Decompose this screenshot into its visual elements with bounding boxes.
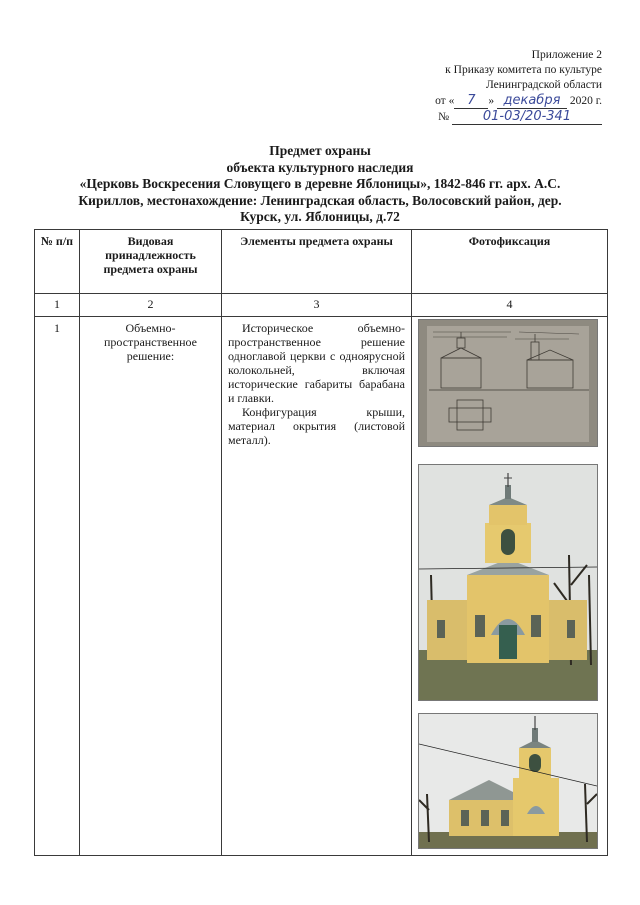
annex-block bbox=[362, 48, 602, 125]
title-line-3: «Церковь Воскресения Словущего в деревне Яблоницы», 1842-846 гг. арх. А.С. bbox=[79, 176, 561, 191]
title-line-2: объекта культурного наследия bbox=[226, 159, 414, 175]
row-category: Объемно-пространственное решение: bbox=[80, 317, 222, 856]
title-line-5: Курск, ул. Яблоницы, д.72 bbox=[240, 209, 400, 224]
annex-line-2: к Приказу комитета по культуре bbox=[445, 64, 602, 76]
description-paragraph-2: Конфигурация крыши, материал окрытия (листовой металл). bbox=[228, 405, 405, 447]
church-side-photo bbox=[418, 713, 598, 849]
protection-table bbox=[34, 229, 608, 856]
date-month: декабря bbox=[497, 93, 567, 109]
col-num-1: 1 bbox=[35, 294, 80, 317]
annex-line-3: Ленинградской области bbox=[485, 79, 602, 91]
date-mid: » bbox=[488, 95, 495, 107]
title-line-4: Кириллов, местонахождение: Ленинградская область, Волосовский район, дер. bbox=[78, 192, 562, 208]
row-photos bbox=[412, 317, 608, 856]
column-number-row bbox=[35, 294, 608, 317]
col-num-2: 2 bbox=[80, 294, 222, 317]
church-front-photo bbox=[418, 464, 598, 701]
annex-line-1: Приложение 2 bbox=[531, 49, 602, 61]
document-title bbox=[28, 143, 612, 226]
header-photos: Фотофиксация bbox=[412, 230, 608, 294]
header-number: № п/п bbox=[35, 230, 80, 294]
header-elements: Элементы предмета охраны bbox=[222, 230, 412, 294]
historical-drawing-photo bbox=[418, 319, 598, 447]
date-year: 2020 г. bbox=[569, 95, 602, 107]
table-row bbox=[35, 317, 608, 856]
row-number: 1 bbox=[35, 317, 80, 856]
col-num-4: 4 bbox=[412, 294, 608, 317]
col-num-3: 3 bbox=[222, 294, 412, 317]
title-line-1: Предмет охраны bbox=[269, 143, 371, 158]
number-value: 01-03/20-341 bbox=[452, 109, 602, 125]
date-day: 7 bbox=[454, 93, 488, 109]
description-paragraph-1: Историческое объемно-пространственное решение одноглавой церкви с одноярусной колокольней, включая исторические габариты барабана и главки. bbox=[228, 321, 405, 405]
header-category: Видовая принадлежность предмета охраны bbox=[80, 230, 222, 294]
number-prefix: № bbox=[438, 111, 450, 123]
date-prefix: от « bbox=[435, 95, 455, 107]
annex-date bbox=[362, 93, 602, 109]
table-header-row bbox=[35, 230, 608, 294]
annex-number bbox=[362, 109, 602, 125]
row-description bbox=[222, 317, 412, 856]
photo-column bbox=[412, 317, 607, 847]
